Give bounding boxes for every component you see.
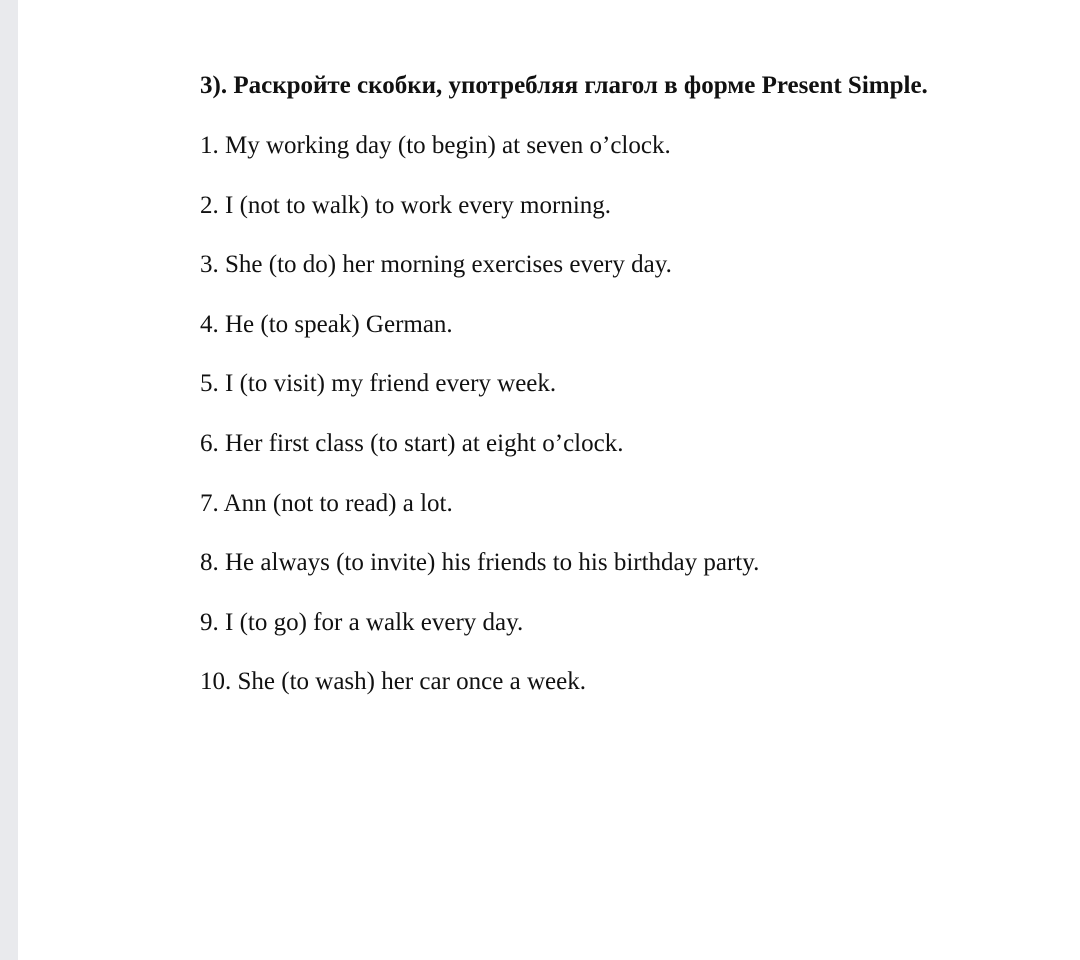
document-page	[18, 0, 1080, 960]
exercise-list	[200, 128, 759, 724]
exercise-item: 5. I (to visit) my friend every week.	[200, 370, 557, 398]
exercise-item: 9. I (to go) for a walk every day.	[200, 608, 524, 636]
exercise-item: 3. She (to do) her morning exercises every day.	[200, 251, 672, 279]
exercise-item: 2. I (not to walk) to work every morning.	[200, 191, 612, 219]
exercise-item: 7. Ann (not to read) a lot.	[200, 489, 453, 517]
exercise-heading: 3). Раскройте скобки, употребляя глагол в форме Present Simple.	[200, 72, 928, 99]
exercise-item: 10. She (to wash) her car once a week.	[200, 668, 586, 696]
exercise-item: 4. He (to speak) German.	[200, 310, 453, 338]
exercise-item: 1. My working day (to begin) at seven o’clock.	[200, 132, 671, 159]
exercise-item: 6. Her first class (to start) at eight o’clock.	[200, 429, 624, 457]
exercise-item: 8. He always (to invite) his friends to his birthday party.	[200, 549, 760, 577]
